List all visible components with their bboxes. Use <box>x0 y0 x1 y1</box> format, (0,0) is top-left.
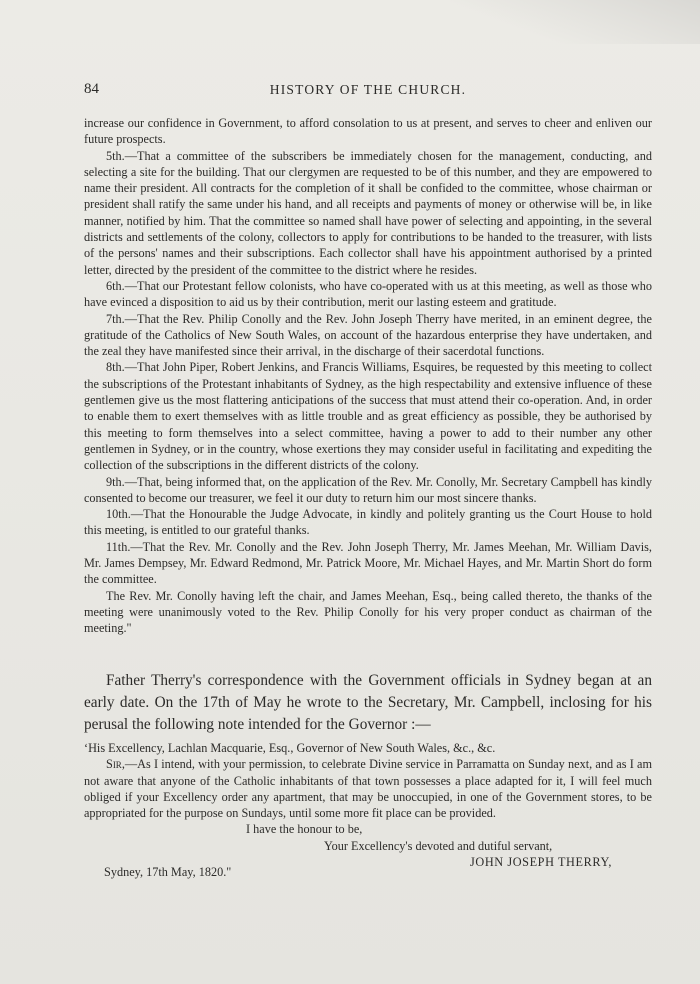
resolution-11th: 11th.—That the Rev. Mr. Conolly and the Rev. John Joseph Therry, Mr. James Meehan, Mr. William Davis, Mr. James Dempsey, Mr. Edward Redmond, Mr. Patrick Moore, Mr. Michael Hayes, and Mr. Martin Short do form the committee. <box>84 539 652 587</box>
page-corner-shadow <box>450 0 700 44</box>
letter-signature: JOHN JOSEPH THERRY, <box>470 855 612 870</box>
meeting-closing-paragraph: The Rev. Mr. Conolly having left the chair, and James Meehan, Esq., being called thereto, the thanks of the meeting were unanimously voted to the Rev. Philip Conolly for his very proper conduct as chairman of the meeting." <box>84 588 652 636</box>
page-number: 84 <box>84 81 99 97</box>
letter-address: ‘His Excellency, Lachlan Macquarie, Esq., Governor of New South Wales, &c., &c. <box>84 741 496 755</box>
letter-closing-2: Your Excellency's devoted and dutiful servant, <box>324 838 553 853</box>
narrative-text <box>84 670 652 736</box>
resolution-10th: 10th.—That the Honourable the Judge Advocate, in kindly and politely granting us the Court House to hold this meeting, is entitled to our grateful thanks. <box>84 507 652 538</box>
letter-body-paragraph <box>84 756 652 821</box>
narrative-paragraph: Father Therry's correspondence with the Government officials in Sydney began at an early date. On the 17th of May he wrote to the Secretary, Mr. Campbell, inclosing for his perusal the following note intended for the Governor :— <box>84 672 652 733</box>
resolutions-text <box>84 115 652 637</box>
letter-to-governor <box>84 740 652 881</box>
resolution-5th: 5th.—That a committee of the subscribers be immediately chosen for the management, conducting, and selecting a site for the building. That our clergymen are requested to be of this number, and they are empowered to name their president. All contracts for the completion of it shall be confided to the committee, whose chairman or president shall ratify the same under his hand, and all receipts and payments of money or otherwise will be, in like manner, notified by him. That the committee so named shall have power of selecting and appointing, in the several districts and settlements of the colony, collectors to apply for contributions to be handed to the treasurer, with lists of the persons' names and their subscriptions. Each collector shall have his appointment authorised by a printed letter, directed by the president of the committee to the district where he resides. <box>84 148 652 277</box>
resolution-continuation: increase our confidence in Government, to afford consolation to us at present, and serves to cheer and enliven our future prospects. <box>84 116 652 147</box>
running-title: HISTORY OF THE CHURCH. <box>269 82 467 97</box>
resolution-8th: 8th.—That John Piper, Robert Jenkins, and Francis Williams, Esquires, be requested by this meeting to collect the subscriptions of the Protestant inhabitants of Sydney, as the high respectability and extensive influence of these gentlemen give us the most flattering anticipations of the success that must attend their co-operation. And, in order to enable them to exert themselves with as little trouble and as great efficiency as possible, they be authorised by this meeting to form themselves into a select committee, having a power to add to their number any other gentlemen in Sydney, or in the country, whose exertions they may consider useful in facilitating and expediting the collection of the subscriptions in the different districts of the colony. <box>84 360 652 473</box>
letter-body: —As I intend, with your permission, to celebrate Divine service in Parramatta on Sunday next, and as I am not aware that anyone of the Catholic inhabitants of that town possesses a place adapted for it, I will feel much obliged if your Excellency order any apartment, that may be unoccupied, in one of the Government stores, to be appropriated for the purpose on Sundays, until some more fit place can be provided. <box>84 757 652 821</box>
resolution-6th: 6th.—That our Protestant fellow colonists, who have co-operated with us at this meeting, as well as those who have evinced a disposition to aid us by their contribution, merit our lasting esteem and gratitude. <box>84 278 652 310</box>
letter-dateline: Sydney, 17th May, 1820." <box>104 865 232 880</box>
letter-closing-1: I have the honour to be, <box>246 822 363 837</box>
resolution-7th: 7th.—That the Rev. Philip Conolly and the Rev. John Joseph Therry have merited, in an eminent degree, the gratitude of the Catholics of New South Wales, on account of the hazardous enterprise they have undertaken, and the zeal they have manifested since their arrival, in the discharge of their sacerdotal functions. <box>84 311 652 359</box>
resolution-9th: 9th.—That, being informed that, on the application of the Rev. Mr. Conolly, Mr. Secretary Campbell has kindly consented to become our treasurer, we feel it our duty to return him our most sincere thanks. <box>84 474 652 505</box>
letter-salutation: Sir, <box>106 757 125 772</box>
page-header <box>84 81 652 101</box>
